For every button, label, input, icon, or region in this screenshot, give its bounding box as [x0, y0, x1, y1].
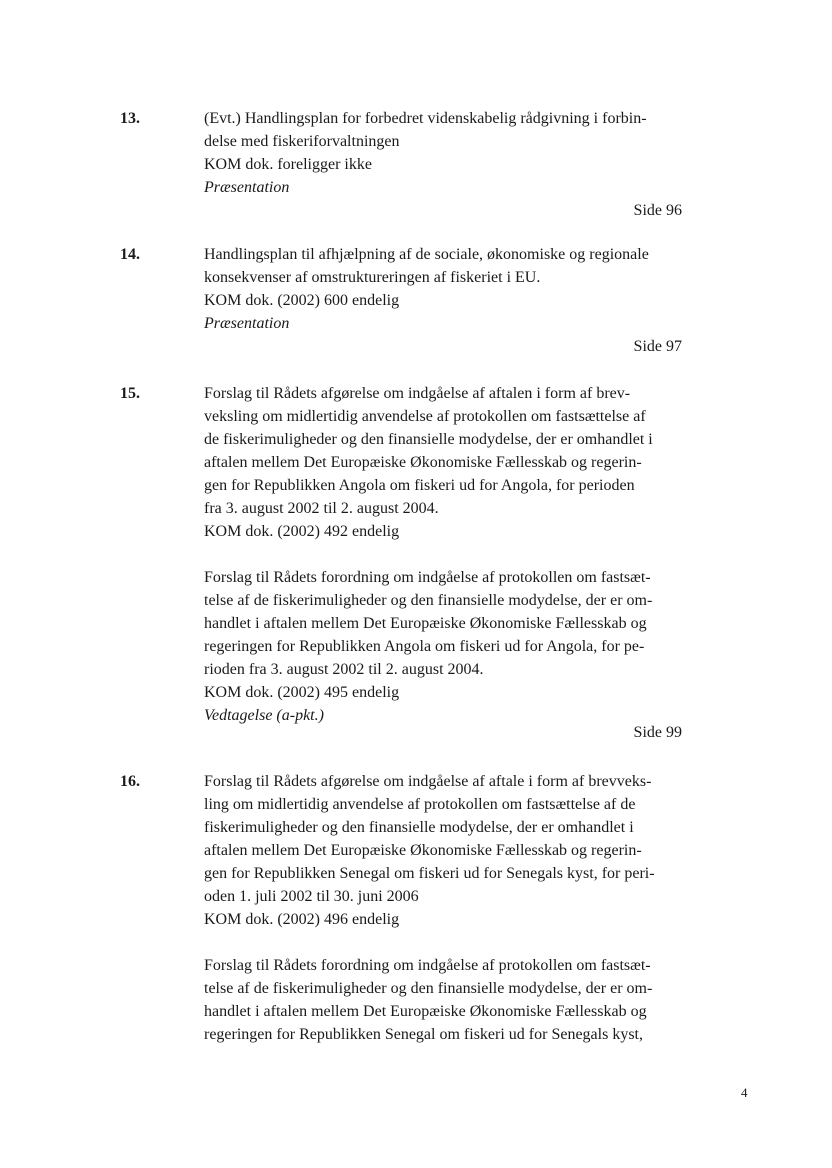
- item-body: [204, 243, 688, 335]
- item-text-line: regeringen for Republikken Senegal om fiskeri ud for Senegals kyst,: [204, 1026, 643, 1043]
- item-text-line: KOM dok. (2002) 600 endelig: [204, 292, 400, 309]
- item-text-line: gen for Republikken Angola om fiskeri ud for Angola, for perioden: [204, 477, 635, 494]
- item-number: 15.: [120, 385, 140, 402]
- item-text-line: veksling om midlertidig anvendelse af protokollen om fastsættelse af: [204, 408, 646, 425]
- side-reference: Side 97: [633, 338, 682, 355]
- item-number: 13.: [120, 110, 140, 127]
- item-text-line: Forslag til Rådets forordning om indgåelse af protokollen om fastsæt-: [204, 957, 651, 974]
- item-text-line: Handlingsplan til afhjælpning af de sociale, økonomiske og regionale: [204, 246, 649, 263]
- item-text-line: aftalen mellem Det Europæiske Økonomiske Fællesskab og regerin-: [204, 842, 642, 859]
- item-text-line: Forslag til Rådets afgørelse om indgåelse af aftale i form af brevveks-: [204, 773, 652, 790]
- item-text-line: telse af de fiskerimuligheder og den finansielle modydelse, der er om-: [204, 980, 653, 997]
- side-reference: Side 99: [633, 724, 682, 741]
- item-text-line: regeringen for Republikken Angola om fiskeri ud for Angola, for pe-: [204, 638, 645, 655]
- item-text-line: oden 1. juli 2002 til 30. juni 2006: [204, 888, 419, 905]
- item-text-line: telse af de fiskerimuligheder og den finansielle modydelse, der er om-: [204, 592, 653, 609]
- item-text-line: fra 3. august 2002 til 2. august 2004.: [204, 500, 439, 517]
- item-text-line: KOM dok. (2002) 496 endelig: [204, 911, 400, 928]
- item-text-line: fiskerimuligheder og den finansielle modydelse, der er omhandlet i: [204, 819, 634, 836]
- item-text-line: handlet i aftalen mellem Det Europæiske Økonomiske Fællesskab og: [204, 615, 647, 632]
- item-number: 14.: [120, 246, 140, 263]
- item-action: Vedtagelse (a-pkt.): [204, 707, 324, 724]
- item-body: [204, 382, 688, 727]
- item-action: Præsentation: [204, 179, 290, 196]
- item-text-line: handlet i aftalen mellem Det Europæiske Økonomiske Fællesskab og: [204, 1003, 647, 1020]
- item-text-line: rioden fra 3. august 2002 til 2. august 2004.: [204, 661, 484, 678]
- item-text-line: konsekvenser af omstruktureringen af fiskeriet i EU.: [204, 269, 541, 286]
- item-action: Præsentation: [204, 315, 290, 332]
- item-number: 16.: [120, 773, 140, 790]
- item-text-line: Forslag til Rådets afgørelse om indgåelse af aftalen i form af brev-: [204, 385, 631, 402]
- item-text-line: Forslag til Rådets forordning om indgåelse af protokollen om fastsæt-: [204, 569, 651, 586]
- item-text-line: KOM dok. foreligger ikke: [204, 156, 372, 173]
- item-text-line: KOM dok. (2002) 495 endelig: [204, 684, 400, 701]
- paragraph-gap: [204, 543, 688, 566]
- item-body: [204, 770, 688, 1046]
- item-body: [204, 107, 688, 199]
- page-number: 4: [741, 1085, 748, 1100]
- item-text-line: (Evt.) Handlingsplan for forbedret videnskabelig rådgivning i forbin-: [204, 110, 647, 127]
- item-text-line: aftalen mellem Det Europæiske Økonomiske Fællesskab og regerin-: [204, 454, 642, 471]
- item-text-line: ling om midlertidig anvendelse af protokollen om fastsættelse af de: [204, 796, 636, 813]
- item-text-line: delse med fiskeriforvaltningen: [204, 133, 400, 150]
- item-text-line: gen for Republikken Senegal om fiskeri ud for Senegals kyst, for peri-: [204, 865, 655, 882]
- paragraph-gap: [204, 931, 688, 954]
- item-text-line: de fiskerimuligheder og den finansielle modydelse, der er omhandlet i: [204, 431, 653, 448]
- item-text-line: KOM dok. (2002) 492 endelig: [204, 523, 400, 540]
- side-reference: Side 96: [633, 202, 682, 219]
